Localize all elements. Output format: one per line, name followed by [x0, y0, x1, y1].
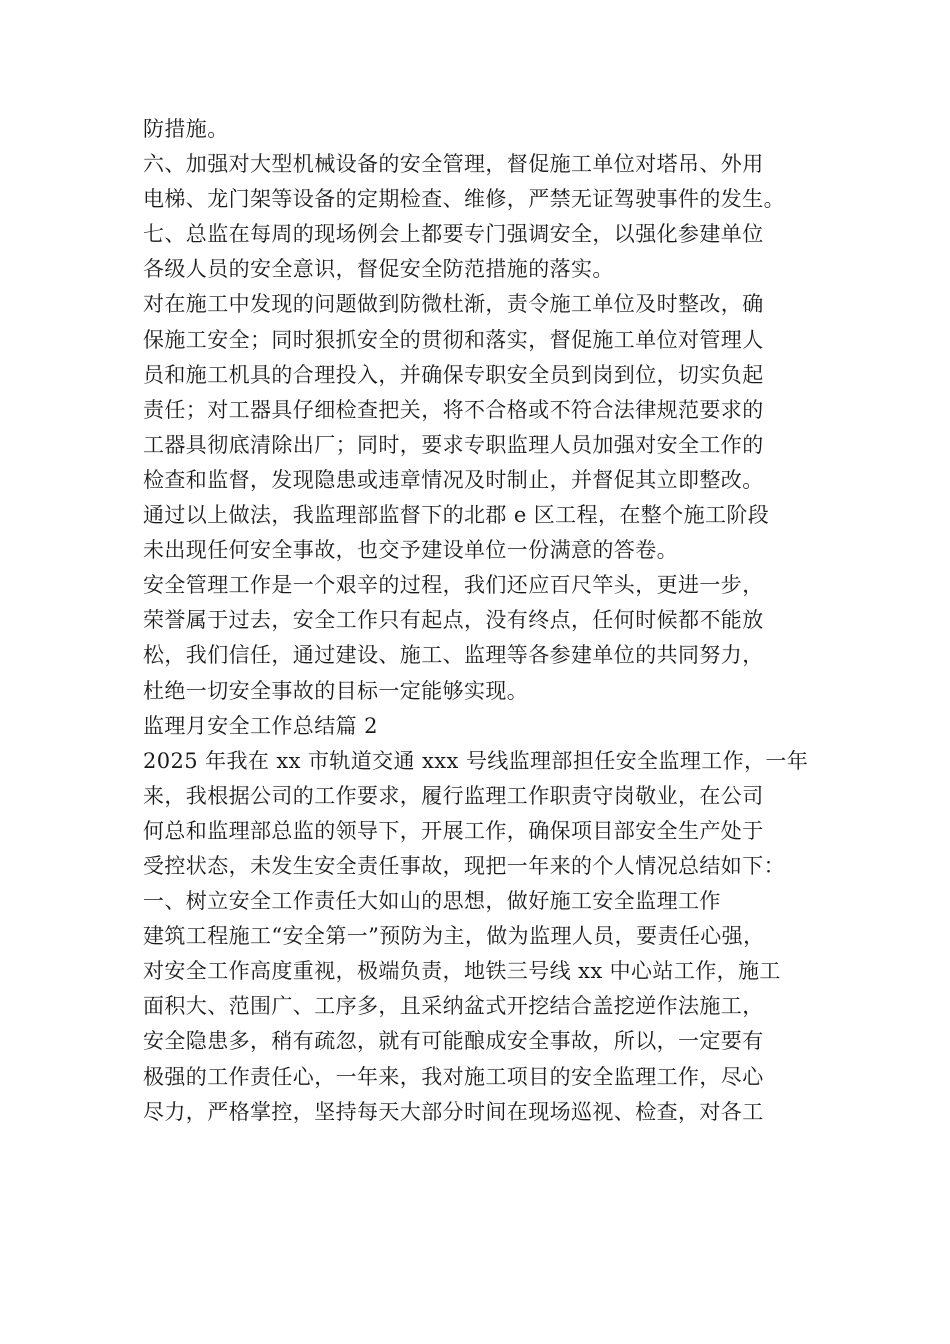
text-line: 各级人员的安全意识，督促安全防范措施的落实。 [143, 257, 614, 282]
text-line: 对在施工中发现的问题做到防微杜渐，责令施工单位及时整改，确 [143, 292, 764, 317]
document-body [143, 112, 833, 1130]
text-line: 保施工安全；同时狠抓安全的贯彻和落实，督促施工单位对管理人 [143, 327, 764, 352]
text-line: 尽力，严格掌控，坚持每天大部分时间在现场巡视、检查，对各工 [143, 1099, 764, 1124]
text-line: 何总和监理部总监的领导下，开展工作，确保项目部安全生产处于 [143, 818, 764, 843]
text-line: 对安全工作高度重视，极端负责，地铁三号线 xx 中心站工作，施工 [143, 959, 781, 984]
text-line: 防措施。 [143, 117, 229, 141]
text-line: 荣誉属于过去，安全工作只有起点，没有终点，任何时候都不能放 [143, 608, 764, 633]
text-line: 电梯、龙门架等设备的定期检查、维修，严禁无证驾驶事件的发生。 [143, 187, 785, 212]
text-line: 来，我根据公司的工作要求，履行监理工作职责守岗敬业，在公司 [143, 783, 764, 808]
text-line: 受控状态，未发生安全责任事故，现把一年来的个人情况总结如下： [143, 853, 785, 878]
text-line: 松，我们信任，通过建设、施工、监理等各参建单位的共同努力， [143, 643, 764, 668]
text-line: 通过以上做法，我监理部监督下的北郡 e 区工程，在整个施工阶段 [143, 503, 770, 528]
subsection-heading: 一、树立安全工作责任大如山的思想，做好施工安全监理工作 [143, 889, 721, 914]
text-line: 面积大、范围广、工序多，且采纳盆式开挖结合盖挖逆作法施工， [143, 994, 764, 1019]
text-line: 工器具彻底清除出厂；同时，要求专职监理人员加强对安全工作的 [143, 432, 764, 457]
text-line: 七、总监在每周的现场例会上都要专门强调安全，以强化参建单位 [143, 222, 764, 247]
text-line: 2025 年我在 xx 市轨道交通 xxx 号线监理部担任安全监理工作，一年 [143, 748, 809, 773]
text-line: 安全隐患多，稍有疏忽，就有可能酿成安全事故，所以，一定要有 [143, 1029, 764, 1054]
section-heading: 监理月安全工作总结篇 2 [143, 713, 378, 738]
text-line: 杜绝一切安全事故的目标一定能够实现。 [143, 678, 529, 703]
text-line: 极强的工作责任心，一年来，我对施工项目的安全监理工作，尽心 [143, 1064, 764, 1089]
text-line: 六、加强对大型机械设备的安全管理，督促施工单位对塔吊、外用 [143, 152, 764, 177]
text-line: 未出现任何安全事故，也交予建设单位一份满意的答卷。 [143, 538, 678, 563]
text-line: 员和施工机具的合理投入，并确保专职安全员到岗到位，切实负起 [143, 362, 764, 387]
text-line: 建筑工程施工“安全第一”预防为主，做为监理人员，要责任心强， [143, 924, 765, 949]
text-line: 检查和监督，发现隐患或违章情况及时制止，并督促其立即整改。 [143, 467, 764, 492]
text-line: 安全管理工作是一个艰辛的过程，我们还应百尺竿头，更进一步， [143, 573, 764, 598]
text-line: 责任；对工器具仔细检查把关，将不合格或不符合法律规范要求的 [143, 397, 764, 422]
